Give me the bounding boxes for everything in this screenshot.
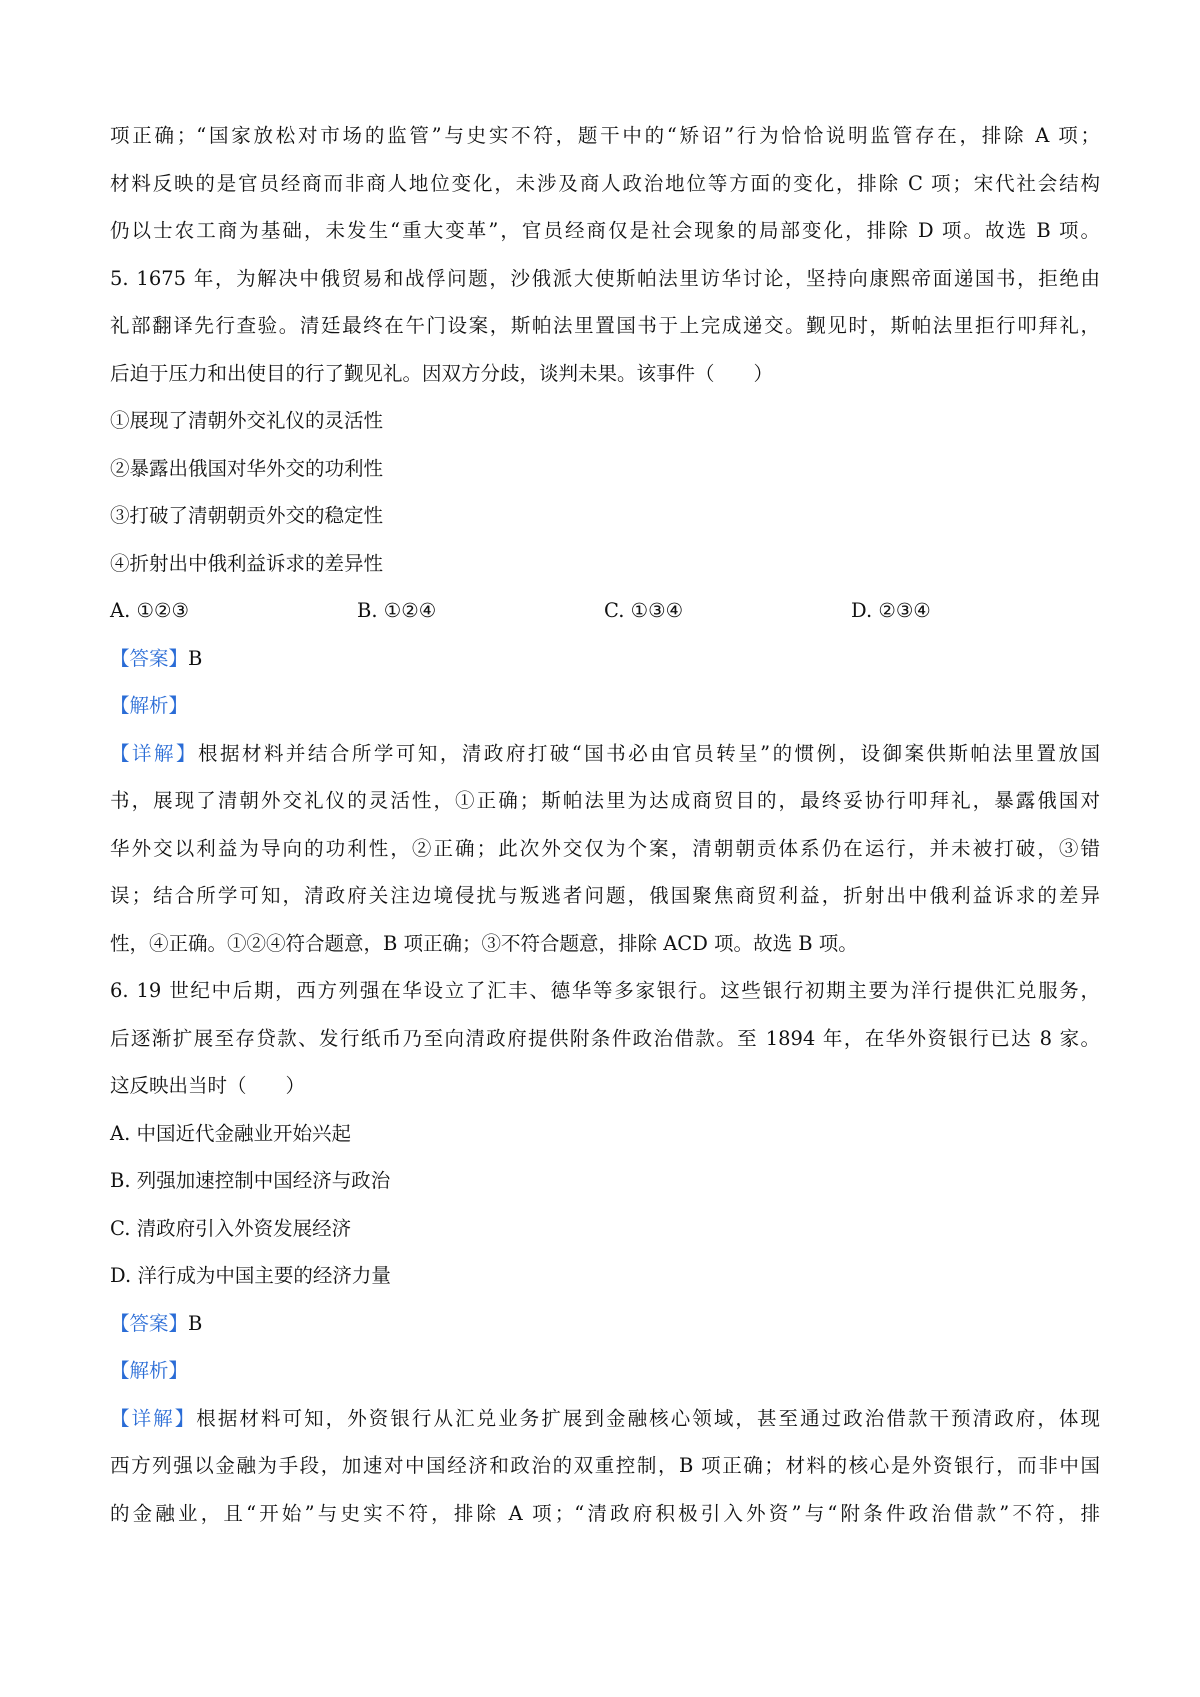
question-5-analysis: [110, 682, 1100, 730]
question-5-item: ③打破了清朝朝贡外交的稳定性: [110, 504, 384, 527]
question-5-item: ②暴露出俄国对华外交的功利性: [110, 456, 384, 480]
question-5-stem-line: 5. 1675 年，为解决中俄贸易和战俘问题，沙俄派大使斯帕法里访华讨论，坚持向康熙帝面递国书，拒绝由: [110, 266, 1100, 290]
analysis-tag: 【解析】: [110, 694, 189, 717]
option-a: A. ①②③: [110, 599, 189, 622]
question-5-item: ④折射出中俄利益诉求的差异性: [110, 551, 384, 575]
question-5-detail-line: 书，展现了清朝外交礼仪的灵活性，①正确；斯帕法里为达成商贸目的，最终妥协行叩拜礼，暴露俄国对: [110, 789, 1100, 812]
detail-tag: 【详解】: [110, 741, 198, 765]
question-6-option-b: B. 列强加速控制中国经济与政治: [110, 1169, 391, 1192]
question-6-answer: [110, 1300, 1100, 1348]
question-5-answer: [110, 635, 1100, 683]
question-5-detail-line: [110, 730, 1100, 778]
question-6-detail-line: 的金融业，且“开始”与史实不符，排除 A 项；“清政府积极引入外资”与“附条件政治借款”不符，排: [110, 1501, 1100, 1525]
question-5-detail-line: 误；结合所学可知，清政府关注边境侵扰与叛逃者问题，俄国聚焦商贸利益，折射出中俄利益诉求的差异: [110, 884, 1100, 907]
question-6-stem-line: 这反映出当时（ ）: [110, 1074, 306, 1097]
answer-value: B: [188, 646, 203, 670]
detail-text: 根据材料并结合所学可知，清政府打破“国书必由官员转呈”的惯例，设御案供斯帕法里置放国: [197, 741, 1100, 765]
question-5-stem-line: 后迫于压力和出使目的行了觐见礼。因双方分歧，谈判未果。该事件（ ）: [110, 361, 774, 385]
question-5-options: [110, 587, 1100, 635]
option-b: B. ①②④: [357, 599, 437, 622]
question-5-detail-line: 性，④正确。①②④符合题意，B 项正确；③不符合题意，排除 ACD 项。故选 B 项。: [110, 931, 858, 955]
option-c: C. ①③④: [604, 599, 684, 622]
detail-tag: 【详解】: [110, 1406, 197, 1430]
analysis-tag: 【解析】: [110, 1359, 189, 1382]
question-6-stem-line: 6. 19 世纪中后期，西方列强在华设立了汇丰、德华等多家银行。这些银行初期主要为洋行提供汇兑服务，: [110, 979, 1100, 1002]
question-5-stem-line: 礼部翻译先行查验。清廷最终在午门设案，斯帕法里置国书于上完成递交。觐见时，斯帕法里拒行叩拜礼，: [110, 314, 1100, 337]
answer-value: B: [188, 1311, 203, 1335]
document-page: [110, 112, 1100, 1537]
detail-text: 根据材料可知，外资银行从汇兑业务扩展到金融核心领域，甚至通过政治借款干预清政府，体现: [196, 1406, 1100, 1430]
text-line: 项正确；“国家放松对市场的监管”与史实不符，题干中的“矫诏”行为恰恰说明监管存在，排除 A 项；: [110, 124, 1100, 147]
question-6-option-a: A. 中国近代金融业开始兴起: [110, 1121, 351, 1145]
question-6-detail-line: [110, 1395, 1100, 1443]
text-line: 仍以士农工商为基础，未发生“重大变革”，官员经商仅是社会现象的局部变化，排除 D 项。故选 B 项。: [110, 219, 1100, 242]
option-d: D. ②③④: [851, 599, 931, 622]
question-6-stem-line: 后逐渐扩展至存贷款、发行纸币乃至向清政府提供附条件政治借款。至 1894 年，在华外资银行已达 8 家。: [110, 1026, 1100, 1050]
question-6-analysis: [110, 1347, 1100, 1395]
answer-tag: 【答案】: [110, 1311, 189, 1335]
answer-tag: 【答案】: [110, 646, 189, 670]
text-line: 材料反映的是官员经商而非商人地位变化，未涉及商人政治地位等方面的变化，排除 C 项；宋代社会结构: [110, 171, 1100, 195]
question-6-option-d: D. 洋行成为中国主要的经济力量: [110, 1264, 391, 1287]
question-6-detail-line: 西方列强以金融为手段，加速对中国经济和政治的双重控制，B 项正确；材料的核心是外资银行，而非中国: [110, 1454, 1100, 1477]
question-5-item: ①展现了清朝外交礼仪的灵活性: [110, 409, 384, 432]
question-5-detail-line: 华外交以利益为导向的功利性，②正确；此次外交仅为个案，清朝朝贡体系仍在运行，并未被打破，③错: [110, 836, 1100, 860]
question-6-option-c: C. 清政府引入外资发展经济: [110, 1216, 352, 1240]
